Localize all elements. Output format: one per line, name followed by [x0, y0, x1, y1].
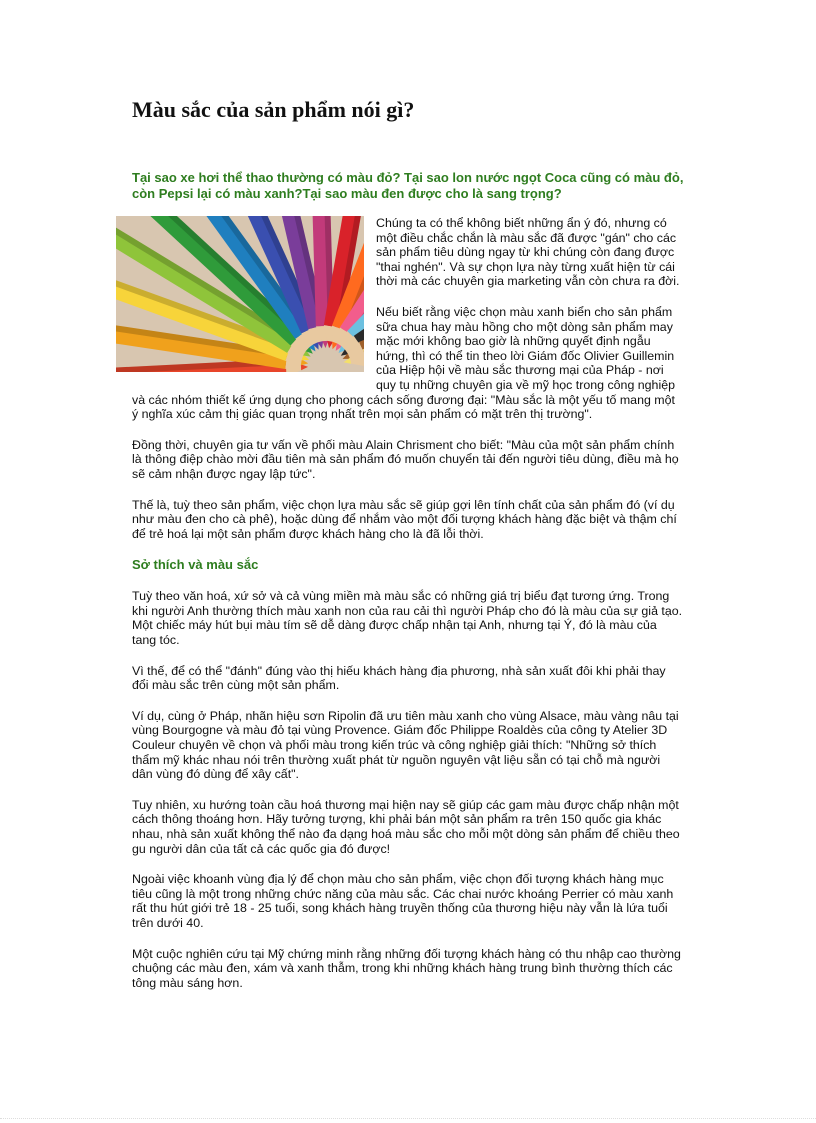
paragraph-intro: Chúng ta có thể không biết những ẩn ý đó, nhưng có một điều chắc chắn là màu sắc đã được "gán" cho các sản phẩm tiêu dùng ngay từ khi chúng còn đang được "thai nghén". Và sự chọn lựa này từng xuất hiện từ cái thời mà các chuyên gia marketing vẫn còn chưa ra đời. [376, 216, 680, 289]
page-bottom-divider [0, 1118, 816, 1119]
paragraph-chrisment: Đồng thời, chuyên gia tư vấn về phối màu Alain Chrisment cho biết: "Màu của một sản phẩm chính là thông điệp chào mời đầu tiên mà sản phẩm đó muốn chuyển tải đến người tiêu dùng, điều mà họ sẽ cảm nhận được ngay lập tức". [132, 437, 679, 481]
colored-pencils-image [116, 216, 364, 372]
paragraph-globalization: Tuy nhiên, xu hướng toàn cầu hoá thương mại hiện nay sẽ giúp các gam màu được chấp nhận một cách thông thoáng hơn. Hãy tưởng tượng, khi phải bán một sản phẩm ra trên 150 quốc gia khác nhau, nhà sản xuất không thể nào đa dạng hoá màu sắc cho mỗi một dòng sản phẩm để chiều theo gu người dân của tất cả các quốc gia đó được! [132, 797, 680, 856]
document-page [132, 96, 684, 1006]
paragraph-ripolin: Ví dụ, cùng ở Pháp, nhãn hiệu sơn Ripolin đã ưu tiên màu xanh cho vùng Alsace, màu vàng nâu tại vùng Bourgogne và màu đỏ tại vùng Provence. Giám đốc Philippe Roaldès của công ty Atelier 3D Couleur chuyên về chọn và phối màu trong kiến trúc và công nghiệp giải thích: "Những sở thích thẩm mỹ khác nhau nói trên thường xuất phát từ nguồn nguyên vật liệu sẵn có tại chỗ mà người dân vùng đó dùng để xây cất". [132, 708, 679, 782]
paragraph-local-taste: Vì thế, để có thể "đánh" đúng vào thị hiếu khách hàng địa phương, nhà sản xuất đôi khi phải thay đổi màu sắc trên cùng một sản phẩm. [132, 663, 666, 693]
paragraph-target-audience: Ngoài việc khoanh vùng địa lý để chọn màu cho sản phẩm, việc chọn đối tượng khách hàng mục tiêu cũng là một trong những chức năng của màu sắc. Các chai nước khoáng Perrier có màu xanh rất thu hút giới trẻ 18 - 25 tuổi, song khách hàng truyền thống của thương hiệu này vẫn là lứa tuổi trên dưới 40. [132, 872, 674, 930]
paragraph-income-study: Một cuộc nghiên cứu tại Mỹ chứng minh rằng những đối tượng khách hàng có thu nhập cao thường chuộng các màu đen, xám và xanh thẫm, trong khi những khách hàng trung bình thường thích các tông màu sáng hơn. [132, 946, 681, 990]
article-body [132, 216, 684, 990]
lead-paragraph: Tại sao xe hơi thể thao thường có màu đỏ? Tại sao lon nước ngọt Coca cũng có màu đỏ, còn Pepsi lại có màu xanh?Tại sao màu đen được cho là sang trọng? [132, 170, 684, 201]
paragraph-culture: Tuỳ theo văn hoá, xứ sở và cả vùng miền mà màu sắc có những giá trị biểu đạt tương ứng. Trong khi người Anh thường thích màu xanh non của rau cải thì người Pháp cho đó là màu của sự giả tạo. Một chiếc máy hút bụi màu tím sẽ dễ dàng được chấp nhận tại Anh, nhưng tại Ý, đó là màu của tang tóc. [132, 589, 683, 648]
paragraph-guillemin: Nếu biết rằng việc chọn màu xanh biển cho sản phẩm sữa chua hay màu hồng cho một dòng sản phẩm may mặc mới không bao giờ là những quyết định ngẫu hứng, thì có thể tin theo lời Giám đốc Olivier Guillemin của Hiệp hội về màu sắc thương mại của Pháp - nơi quy tụ những chuyên gia về mỹ học trong công nghiệp và các nhóm thiết kế ứng dụng cho phong cách sống đương đại: "Màu sắc là một yếu tố mang một ý nghĩa xúc cảm thị giác quan trọng nhất trên mọi sản phẩm có mặt trên thị trường". [132, 304, 675, 422]
page-title: Màu sắc của sản phẩm nói gì? [132, 97, 415, 122]
section-heading-preferences: Sở thích và màu sắc [132, 557, 259, 573]
paragraph-product-color: Thế là, tuỳ theo sản phẩm, việc chọn lựa màu sắc sẽ giúp gợi lên tính chất của sản phẩm đó (ví dụ như màu đen cho cà phê), hoặc dùng để nhắm vào một đối tượng khách hàng đặc biệt và thậm chí để trẻ hoá lại một sản phẩm được khách hàng cho là đã lỗi thời. [132, 497, 677, 541]
